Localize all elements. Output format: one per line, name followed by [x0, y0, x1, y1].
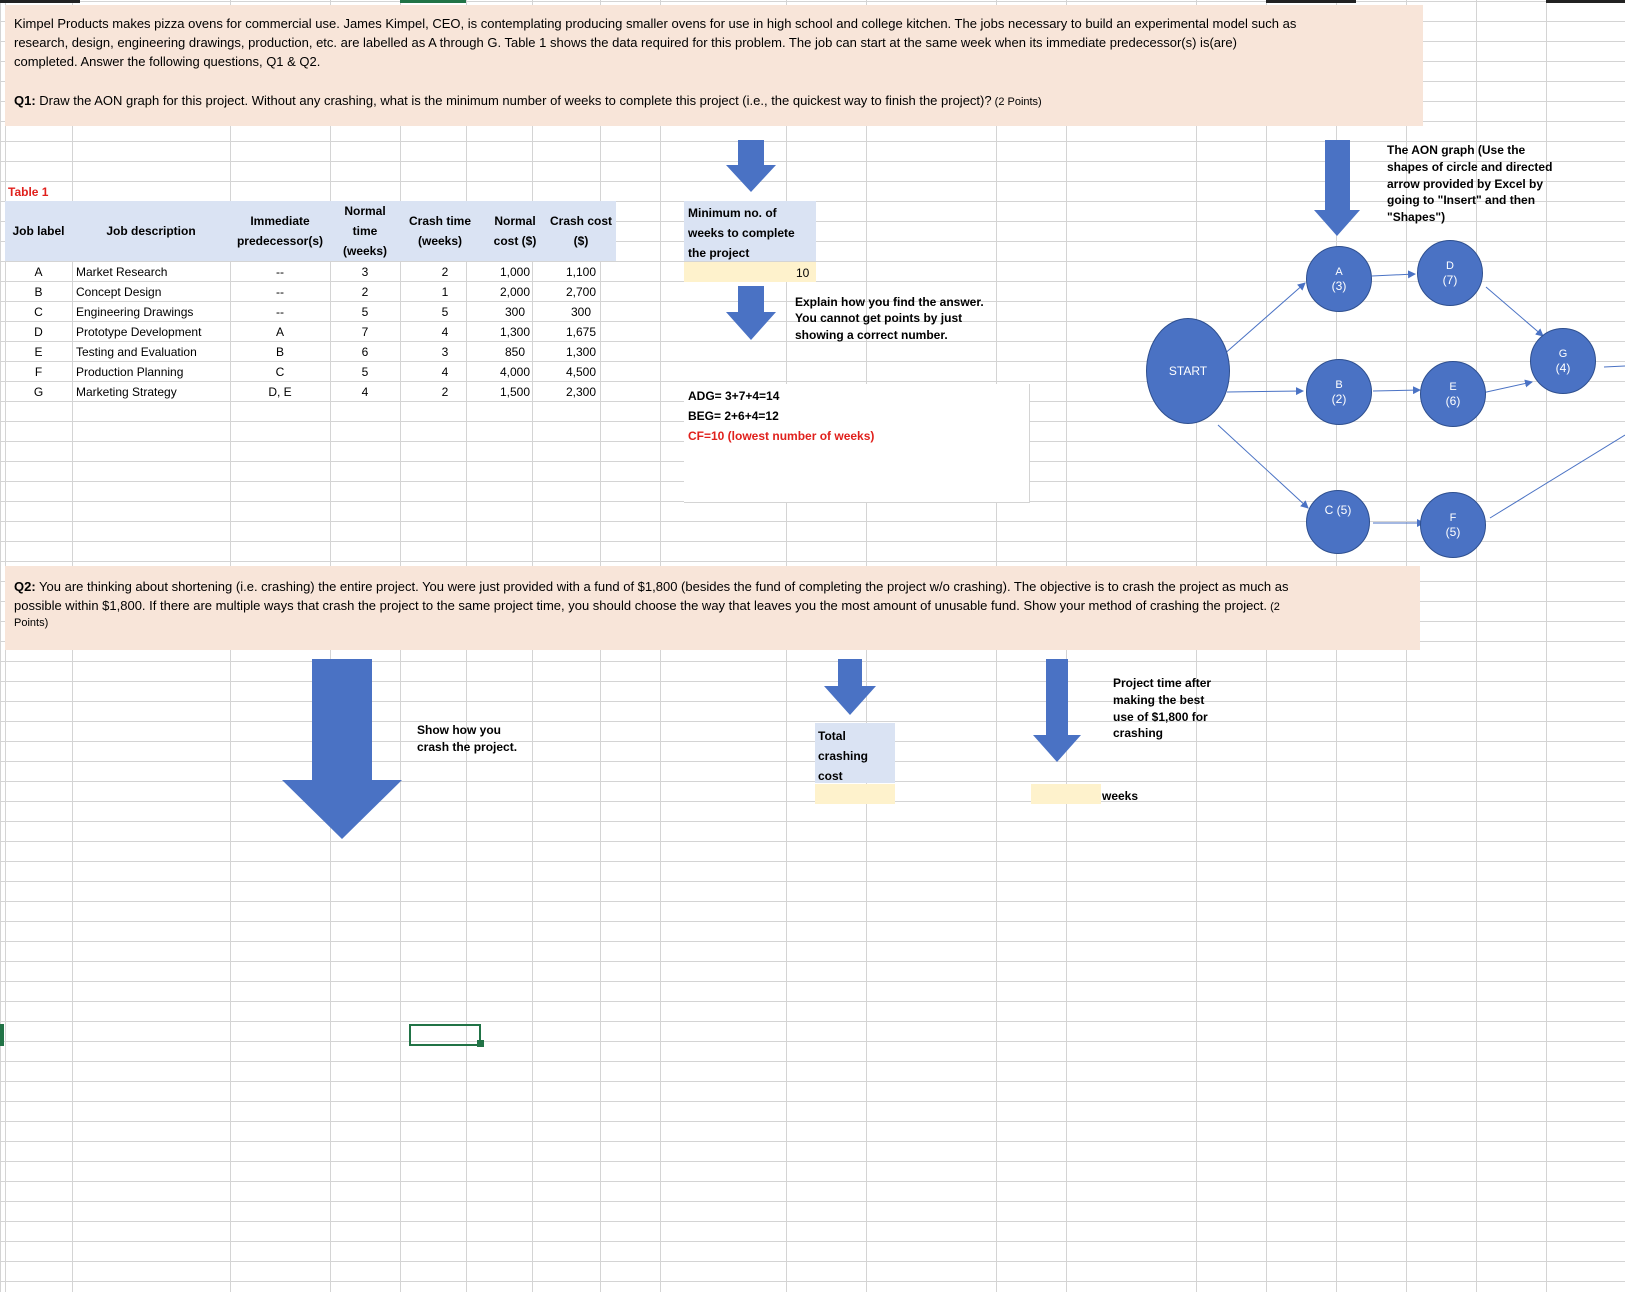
- table-cell-crash-cost[interactable]: 300: [570, 305, 592, 319]
- connector-arrow-icon: [1372, 274, 1415, 276]
- fill-handle[interactable]: [477, 1040, 484, 1047]
- aon-node-d[interactable]: [1417, 240, 1483, 306]
- node-d-time: (7): [1442, 273, 1458, 287]
- table-cell-crash-cost[interactable]: 2,700: [565, 285, 597, 299]
- q1-label: Q1:: [14, 93, 36, 108]
- total-crash-1: Total: [818, 729, 846, 743]
- aon-note-1: The AON graph (Use the: [1387, 143, 1526, 157]
- table-cell-crash-cost[interactable]: 1,300: [565, 345, 597, 359]
- header-predecessor-2: predecessor(s): [236, 234, 324, 248]
- connector-arrow-icon: [1218, 425, 1308, 508]
- down-arrow-icon: [1314, 140, 1360, 236]
- header-normal-cost-1: Normal: [494, 214, 536, 228]
- node-b-name: B: [1335, 379, 1343, 391]
- table-cell-normal-time[interactable]: 3: [361, 265, 369, 279]
- q1-text: Draw the AON graph for this project. Without any crashing, what is the minimum number of weeks to complete this project (i.e., the quickest way to finish the project)?: [35, 93, 992, 108]
- node-c-label: C (5): [1324, 503, 1352, 517]
- node-f-time: (5): [1445, 525, 1461, 539]
- total-crash-3: cost: [818, 769, 843, 783]
- explain-line-3: showing a correct number.: [795, 328, 948, 342]
- q2-line-2: [14, 596, 1280, 617]
- critical-path-note: CF=10 (lowest number of weeks): [688, 429, 875, 443]
- table-cell-normal-time[interactable]: 7: [361, 325, 369, 339]
- total-crash-2: crashing: [818, 749, 869, 763]
- table-cell-pred[interactable]: B: [275, 345, 284, 359]
- table-cell-crash-cost[interactable]: 1,100: [565, 265, 597, 279]
- table-cell-pred[interactable]: A: [275, 325, 284, 339]
- selected-cell[interactable]: [409, 1024, 481, 1046]
- down-arrow-icon: [1033, 659, 1081, 762]
- node-e-name: E: [1449, 381, 1457, 393]
- table-cell-label[interactable]: G: [33, 385, 44, 399]
- min-weeks-header-3: the project: [688, 246, 750, 260]
- min-weeks-header-2: weeks to complete: [688, 226, 795, 240]
- project-time-4: crashing: [1113, 726, 1164, 740]
- show-crash-2: crash the project.: [417, 740, 518, 754]
- header-crash-cost-2: ($): [573, 234, 589, 248]
- aon-node-a[interactable]: [1306, 246, 1372, 312]
- table-cell-label[interactable]: A: [34, 265, 43, 279]
- min-weeks-header-1: Minimum no. of: [688, 206, 777, 220]
- table-cell-pred[interactable]: C: [275, 365, 285, 379]
- aon-node-g[interactable]: [1530, 328, 1596, 394]
- table-cell-normal-cost[interactable]: 850: [504, 345, 526, 359]
- aon-node-c[interactable]: [1306, 490, 1370, 554]
- down-arrow-icon: [824, 659, 876, 715]
- path-adg: ADG= 3+7+4=14: [688, 389, 780, 403]
- project-time-1: Project time after: [1113, 676, 1212, 690]
- node-b-time: (2): [1331, 392, 1347, 406]
- connector-arrow-icon: [1482, 382, 1532, 393]
- table-cell-normal-cost[interactable]: 2,000: [499, 285, 531, 299]
- node-d-name: D: [1446, 260, 1454, 272]
- table-cell-label[interactable]: E: [34, 345, 43, 359]
- node-g-name: G: [1558, 348, 1568, 360]
- table-cell-crash-time[interactable]: 4: [441, 365, 449, 379]
- q1-points: (2 Points): [991, 96, 1042, 108]
- header-predecessor-1: Immediate: [250, 214, 310, 228]
- q2-points-a: (2: [1267, 601, 1280, 613]
- connector-arrow-icon: [1222, 283, 1305, 356]
- table-cell-label[interactable]: D: [34, 325, 43, 339]
- explain-line-1: Explain how you find the answer.: [795, 295, 984, 309]
- header-crash-cost-1: Crash cost: [549, 214, 613, 228]
- down-arrow-icon: [726, 140, 776, 192]
- table-cell-crash-time[interactable]: 3: [441, 345, 449, 359]
- path-beg: BEG= 2+6+4=12: [688, 409, 779, 423]
- intro-line-2: research, design, engineering drawings, production, etc. are labelled as A through G. Table 1 shows the data required for this problem. The job can start at the same week when its immediate predecessor(s) is(are): [14, 35, 1237, 50]
- table-cell-crash-time[interactable]: 5: [441, 305, 449, 319]
- table-cell-normal-time[interactable]: 6: [361, 345, 369, 359]
- table-cell-pred[interactable]: --: [276, 285, 284, 299]
- node-e-time: (6): [1445, 394, 1461, 408]
- aon-node-e[interactable]: [1420, 361, 1486, 427]
- header-job-description: Job description: [106, 224, 196, 238]
- aon-note-2: shapes of circle and directed: [1387, 160, 1553, 174]
- aon-node-b[interactable]: [1306, 359, 1372, 425]
- table-cell-desc[interactable]: Market Research: [76, 265, 168, 279]
- header-normal-time-3: (weeks): [342, 244, 388, 258]
- header-normal-cost-2: cost ($): [493, 234, 537, 248]
- header-normal-time-2: time: [352, 224, 378, 238]
- table-cell-normal-time[interactable]: 2: [361, 285, 369, 299]
- table-cell-normal-cost[interactable]: 300: [504, 305, 526, 319]
- node-g-time: (4): [1555, 361, 1571, 375]
- connector-arrow-icon: [1373, 390, 1420, 391]
- table-cell-label[interactable]: B: [34, 285, 43, 299]
- intro-line-1: Kimpel Products makes pizza ovens for commercial use. James Kimpel, CEO, is contemplating producing smaller ovens for use in high school and college kitchen. The jobs necessary to build an experimental model such as: [14, 16, 1297, 31]
- connector-arrow-icon: [1604, 366, 1625, 367]
- q1-question: [14, 91, 1042, 112]
- table-cell-label[interactable]: C: [34, 305, 43, 319]
- connector-arrow-icon: [1486, 287, 1543, 336]
- table-title: Table 1: [8, 185, 49, 199]
- table-cell-desc[interactable]: Marketing Strategy: [76, 385, 177, 399]
- table-cell-crash-time[interactable]: 1: [441, 285, 449, 299]
- weeks-label: weeks: [1102, 789, 1139, 803]
- table-cell-normal-time[interactable]: 5: [361, 365, 369, 379]
- table-cell-pred[interactable]: --: [276, 305, 284, 319]
- down-arrow-icon: [726, 286, 776, 340]
- start-label: START: [1168, 364, 1208, 378]
- q2-label: Q2:: [14, 579, 36, 594]
- table-cell-normal-cost[interactable]: 1,500: [499, 385, 531, 399]
- aon-note-3: arrow provided by Excel by: [1387, 177, 1544, 191]
- intro-line-3: completed. Answer the following questions, Q1 & Q2.: [14, 54, 321, 69]
- table-cell-normal-time[interactable]: 4: [361, 385, 369, 399]
- table-cell-normal-cost[interactable]: 4,000: [499, 365, 531, 379]
- table-cell-desc[interactable]: Production Planning: [76, 365, 184, 379]
- project-time-cell[interactable]: [1031, 784, 1101, 804]
- table-cell-crash-cost[interactable]: 4,500: [565, 365, 597, 379]
- table-cell-crash-cost[interactable]: 2,300: [565, 385, 597, 399]
- q2-line-1: [14, 577, 1289, 596]
- aon-node-f[interactable]: [1420, 492, 1486, 558]
- total-crash-cost-cell[interactable]: [815, 784, 895, 804]
- row-indicator: [0, 1024, 4, 1046]
- aon-note-4: going to "Insert" and then: [1387, 193, 1536, 207]
- table-cell-label[interactable]: F: [34, 365, 43, 379]
- q2-points-b: Points): [14, 617, 49, 629]
- aon-note-5: "Shapes"): [1387, 210, 1446, 224]
- node-a-name: A: [1335, 266, 1343, 278]
- table-cell-crash-time[interactable]: 4: [441, 325, 449, 339]
- project-time-3: use of $1,800 for: [1113, 710, 1208, 724]
- q2-text-1: You are thinking about shortening (i.e. crashing) the entire project. You were just provided with a fund of $1,800 (besides the fund of completing the project w/o crashing). The objective is to crash the project as much as: [35, 579, 1289, 594]
- table-cell-desc[interactable]: Testing and Evaluation: [76, 345, 197, 359]
- min-weeks-value: 10: [796, 266, 810, 280]
- aon-node-start[interactable]: [1146, 318, 1230, 424]
- table-cell-desc[interactable]: Prototype Development: [76, 325, 202, 339]
- down-arrow-icon: [282, 659, 402, 839]
- node-f-name: F: [1449, 512, 1457, 524]
- table-cell-crash-cost[interactable]: 1,675: [565, 325, 597, 339]
- header-crash-time-2: (weeks): [417, 234, 463, 248]
- table-cell-desc[interactable]: Concept Design: [76, 285, 162, 299]
- table-cell-normal-cost[interactable]: 1,300: [499, 325, 531, 339]
- q2-text-2: possible within $1,800. If there are multiple ways that crash the project to the same project time, you should choose the way that leaves you the most amount of unusable fund. Show your method of crashing the project.: [14, 598, 1268, 613]
- table-cell-crash-time[interactable]: 2: [441, 265, 449, 279]
- connector-arrow-icon: [1490, 435, 1625, 518]
- header-normal-time-1: Normal: [344, 204, 386, 218]
- table-cell-pred[interactable]: --: [276, 265, 284, 279]
- table-cell-normal-time[interactable]: 5: [361, 305, 369, 319]
- show-crash-1: Show how you: [417, 723, 501, 737]
- connector-arrow-icon: [1227, 391, 1303, 392]
- explain-line-2: You cannot get points by just: [795, 311, 963, 325]
- header-job-label: Job label: [12, 224, 65, 238]
- table-cell-pred[interactable]: D, E: [268, 385, 292, 399]
- project-time-2: making the best: [1113, 693, 1205, 707]
- node-a-time: (3): [1331, 279, 1347, 293]
- header-crash-time-1: Crash time: [408, 214, 472, 228]
- table-cell-crash-time[interactable]: 2: [441, 385, 449, 399]
- table-cell-normal-cost[interactable]: 1,000: [499, 265, 531, 279]
- table-cell-desc[interactable]: Engineering Drawings: [76, 305, 194, 319]
